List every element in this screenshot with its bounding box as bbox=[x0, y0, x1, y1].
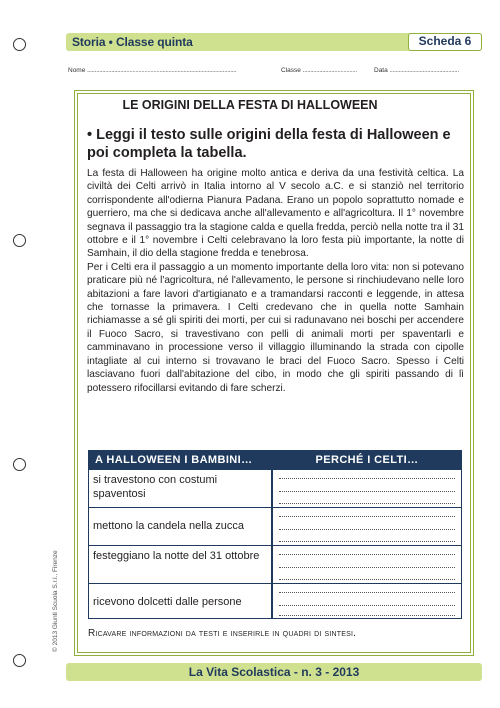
copyright-text: © 2013 Giunti Scuola S.r.l., Firenze bbox=[52, 550, 59, 652]
passage-paragraph-2: Per i Celti era il passaggio a un momento importante della loro vita: non si potevano praticare più né l'agricoltura, né l'allevamento, le persone si rinchiudevano nelle loro abitazioni a fare lavori d'artigianato e a tramandarsi racconti e leggende, in attesa che tornasse la primavera. I Celti credevano che in quella notte Samhain richiamasse a sé gli spiriti dei morti, per cui si radunavano nei boschi per accendere il Fuoco Sacro, si travestivano con pelli di animali morti per spaventarli e camminavano in processione verso il villaggio illuminando la strada con cipolle intagliate al cui interno si trovavano le braci del Fuoco Sacro. Spesso i Celti lasciavano fuori dall'abitazione del cibo, in modo che gli spiriti passando di lì potessero rifocillarsi evitando di fare scherzi. bbox=[87, 261, 464, 394]
table-header-right: PERCHÉ I CELTI… bbox=[273, 451, 461, 469]
reading-passage bbox=[87, 167, 464, 395]
skill-note: Ricavare informazioni da testi e inserirle in quadri di sintesi. bbox=[88, 628, 357, 639]
answer-line[interactable] bbox=[279, 516, 455, 517]
name-field[interactable]: Nome ................................................................................................... bbox=[68, 67, 237, 74]
table-cell-bambini: mettono la candela nella zucca bbox=[93, 520, 245, 532]
answer-line[interactable] bbox=[279, 541, 455, 542]
binder-hole-4 bbox=[13, 654, 26, 667]
row-divider bbox=[89, 545, 461, 546]
sheet-label: Scheda 6 bbox=[408, 33, 482, 51]
table-cell-bambini: ricevono dolcetti dalle persone bbox=[93, 596, 242, 608]
class-label: Classe bbox=[281, 67, 301, 74]
passage-paragraph-1: La festa di Halloween ha origine molto antica e deriva da una festività celtica. La civiltà dei Celti arrivò in Italia intorno al V secolo a.C. e si stanziò nel territorio corrispondente all'odierna Pianura Padana. Erano un popolo soprattutto nomade e guerriero, ma che si dedicava anche all'allevamento e all'agricoltura. Il 1° novembre segnava il passaggio tra la stagione calda e quella fredda, perciò nella notte tra il 31 ottobre e il 1° novembre i Celti celebravano la loro festa più importante, la notte di Samhain, il dio della stagione fredda e tenebrosa. bbox=[87, 168, 464, 260]
binder-hole-3 bbox=[13, 458, 26, 471]
answer-line[interactable] bbox=[279, 491, 455, 492]
instruction-text: • Leggi il testo sulle origini della festa di Halloween e poi completa la tabella. bbox=[87, 127, 451, 161]
table-header-left: A HALLOWEEN I BAMBINI… bbox=[89, 451, 271, 469]
answer-line[interactable] bbox=[279, 503, 455, 504]
name-label: Nome bbox=[68, 67, 86, 74]
answer-line[interactable] bbox=[279, 579, 455, 580]
table-cell-bambini: festeggiano la notte del 31 ottobre bbox=[93, 550, 260, 562]
answer-line[interactable] bbox=[279, 605, 455, 606]
page-title: LE ORIGINI DELLA FESTA DI HALLOWEEN bbox=[122, 98, 378, 112]
answer-line[interactable] bbox=[279, 592, 455, 593]
binder-hole-1 bbox=[13, 38, 26, 51]
footer-bar: La Vita Scolastica - n. 3 - 2013 bbox=[66, 663, 482, 681]
answer-line[interactable] bbox=[279, 529, 455, 530]
answer-line[interactable] bbox=[279, 554, 455, 555]
header-bar bbox=[66, 33, 482, 51]
binder-hole-2 bbox=[13, 234, 26, 247]
class-field[interactable]: Classe .................................... bbox=[281, 67, 357, 74]
row-divider bbox=[89, 469, 461, 470]
row-divider bbox=[89, 583, 461, 584]
date-field[interactable]: Data .............................................. bbox=[374, 67, 459, 74]
date-label: Data bbox=[374, 67, 388, 74]
column-divider bbox=[271, 451, 273, 618]
row-divider bbox=[89, 507, 461, 508]
answer-line[interactable] bbox=[279, 478, 455, 479]
subject-label: Storia • Classe quinta bbox=[72, 35, 193, 49]
answer-line[interactable] bbox=[279, 567, 455, 568]
table-cell-bambini: si travestono con costumi spaventosi bbox=[93, 474, 218, 500]
answer-line[interactable] bbox=[279, 615, 455, 616]
completion-table bbox=[88, 450, 462, 619]
